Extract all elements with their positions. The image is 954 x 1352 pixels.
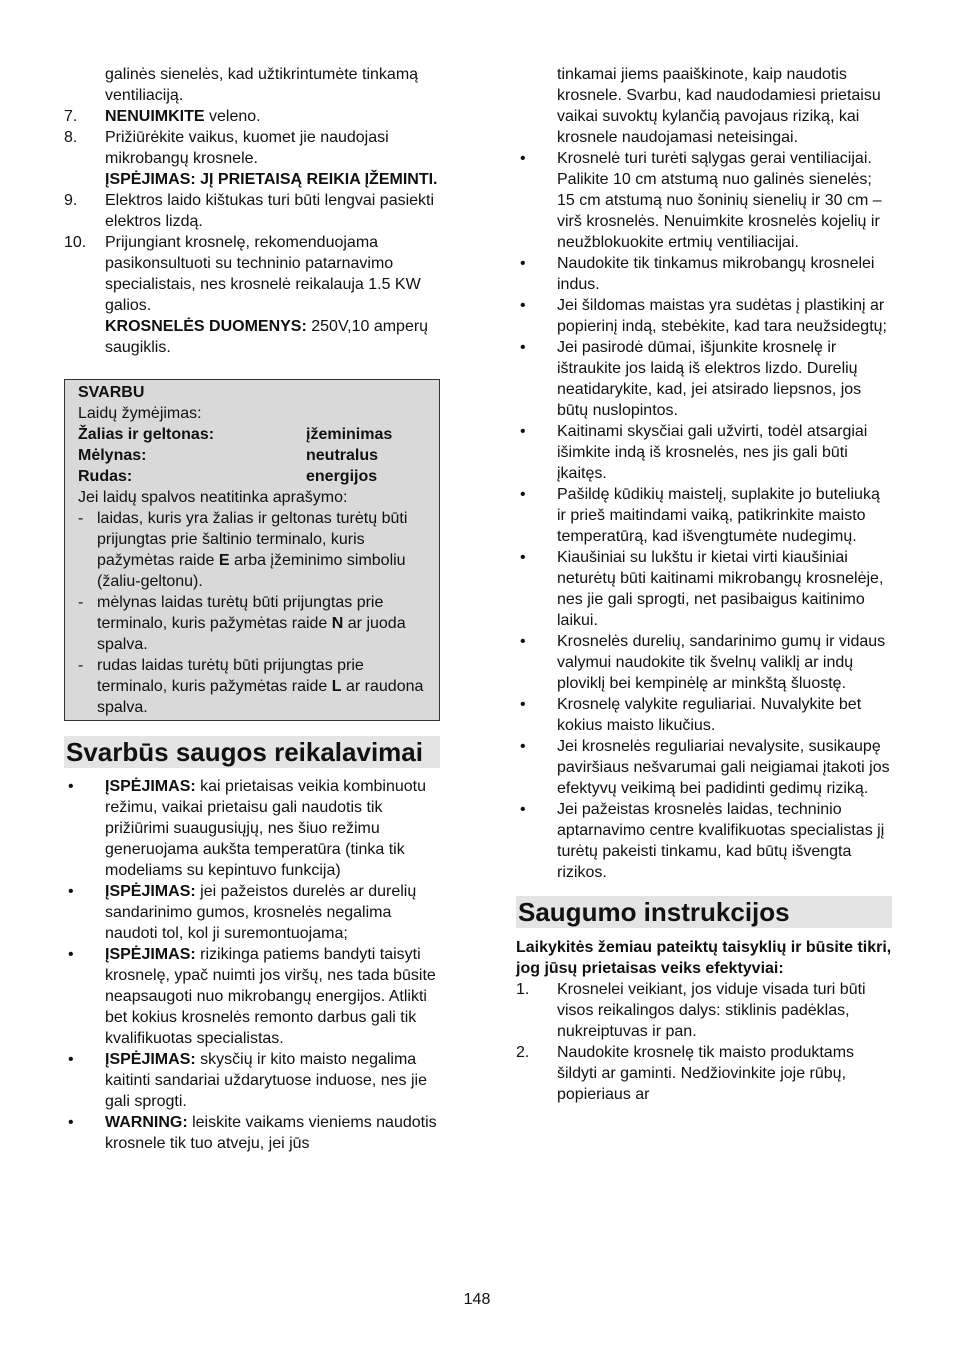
dash-marker: -: [78, 594, 84, 611]
bullet-item: [516, 337, 892, 421]
item-text: Pašildę kūdikių maistelį, suplakite jo buteliuką ir prieš maitindami vaiką, patikrinkite maisto temperatūrą, kad išvengtumėte nudegimų.: [557, 486, 880, 545]
dash-marker: -: [78, 510, 84, 527]
box-note: Jei laidų spalvos neatitinka aprašymo:: [78, 489, 348, 506]
item-text: jei pažeistos durelės ar durelių sandarinimo gumos, krosnelės negalima naudoti tol, kol ji suremontuojama;: [105, 883, 417, 942]
bullet-icon: •: [68, 946, 74, 963]
list-number: 1.: [516, 981, 530, 998]
wire-row: [78, 445, 427, 466]
item-text: Jei pažeistas krosnelės laidas, techninio aptarnavimo centre kvalifikuotas specialistas jį turėtų pakeisti tinkamu, kad būtų išvengta rizikos.: [557, 801, 885, 881]
wire-color: Žalias ir geltonas:: [78, 426, 215, 443]
wire-color: Mėlynas:: [78, 447, 147, 464]
item-text: skysčių ir kito maisto negalima kaitinti sandariai uždarytuose induose, nes jie gali sprogti.: [105, 1051, 427, 1110]
list-item-8: [64, 127, 440, 190]
bold-term: ĮSPĖJIMAS:: [105, 946, 196, 963]
bullet-item: [516, 694, 892, 736]
wire-function: energijos: [306, 468, 378, 485]
bullet-item: [516, 421, 892, 484]
item-text: Krosnelė turi turėti sąlygas gerai ventiliacijai. Palikite 10 cm atstumą nuo galinės sienelės; 15 cm atstumą nuo šoninių sienelių ir 30 cm – virš krosnelės. Nenuimkite krosnelės kojelių ir neužblokuokite ertmių ventiliacijai.: [557, 150, 882, 251]
terminal-letter: N: [331, 615, 344, 632]
list-item-9: [64, 190, 440, 232]
item-text: leiskite vaikams vieniems naudotis krosnele tik tuo atveju, jei jūs: [105, 1114, 437, 1152]
box-subtitle: Laidų žymėjimas:: [78, 405, 202, 422]
bold-term: ĮSPĖJIMAS:: [105, 1051, 196, 1068]
bullet-item: [516, 295, 892, 337]
bullet-icon: •: [520, 801, 526, 818]
bullet-icon: •: [68, 1051, 74, 1068]
page-number: 148: [463, 1291, 491, 1308]
terminal-letter: E: [218, 552, 230, 569]
dash-marker: -: [78, 657, 84, 674]
item-text: Krosnelei veikiant, jos viduje visada turi būti visos reikalingos dalys: stiklinis padėklas, nukreiptuvas ir pan.: [557, 981, 866, 1040]
list-item-2: [516, 1042, 892, 1105]
dash-item: [78, 592, 427, 655]
bullet-item: [516, 799, 892, 883]
bullet-item: [516, 253, 892, 295]
list-number: 2.: [516, 1044, 530, 1061]
bullet-icon: •: [520, 738, 526, 755]
bullet-icon: •: [520, 549, 526, 566]
specs-label: KROSNELĖS DUOMENYS:: [105, 318, 307, 335]
box-title: SVARBU: [78, 384, 145, 401]
bullet-icon: •: [68, 883, 74, 900]
wire-function: įžeminimas: [306, 426, 393, 443]
bold-term: NENUIMKITE: [105, 108, 205, 125]
right-column: [516, 64, 892, 1105]
bold-term: ĮSPĖJIMAS:: [105, 883, 196, 900]
bullet-item: [516, 631, 892, 694]
bullet-icon: •: [520, 423, 526, 440]
left-column: [64, 64, 440, 1154]
bullet-item: [64, 1049, 440, 1112]
list-number: 8.: [64, 129, 78, 146]
continued-text: tinkamai jiems paaiškinote, kaip naudotis krosnele. Svarbu, kad naudodamiesi prietaisu vaikai suvoktų kylančią pavojaus riziką, kai krosnele naudojamasi neteisingai.: [557, 66, 881, 146]
item-text: Naudokite tik tinkamus mikrobangų krosnelei indus.: [557, 255, 875, 293]
item-text: Jei šildomas maistas yra sudėtas į plastikinį ar popierinį indą, stebėkite, kad tara neužsidegtų;: [557, 297, 887, 335]
list-number: 9.: [64, 192, 78, 209]
item-text: Prižiūrėkite vaikus, kuomet jie naudojasi mikrobangų krosnele.: [105, 129, 389, 167]
dash-text: arba įžeminimo simboliu (žaliu-geltonu).: [97, 552, 406, 590]
list-number: 7.: [64, 108, 78, 125]
section-heading: Svarbūs saugos reikalavimai: [64, 736, 440, 768]
dash-text: mėlynas laidas turėtų būti prijungtas prie terminalo, kuris pažymėtas raide: [97, 594, 384, 632]
section-heading: Saugumo instrukcijos: [516, 896, 892, 928]
bullet-icon: •: [520, 486, 526, 503]
item-text: Kaitinami skysčiai gali užvirti, todėl atsargiai išimkite indą iš krosnelės, nes jis gali būti įkaitęs.: [557, 423, 868, 482]
bullet-item: [516, 148, 892, 253]
bullet-item: [64, 881, 440, 944]
bullet-icon: •: [68, 778, 74, 795]
dash-text: laidas, kuris yra žalias ir geltonas turėtų būti prijungtas prie šaltinio terminalo, kuris pažymėtas raide: [97, 510, 408, 569]
list-number: 10.: [64, 234, 87, 251]
dash-text: rudas laidas turėtų būti prijungtas prie terminalo, kuris pažymėtas raide: [97, 657, 364, 695]
bullet-icon: •: [520, 633, 526, 650]
item-text: Naudokite krosnelę tik maisto produktams šildyti ar gaminti. Nedžiovinkite joje rūbų, popieriaus ar: [557, 1044, 855, 1103]
bullet-icon: •: [520, 696, 526, 713]
item-text: Krosnelės durelių, sandarinimo gumų ir vidaus valymui naudokite tik švelnų valiklį ar indų ploviklį bei kempinėlę ar minkštą šluostę.: [557, 633, 886, 692]
list-item-7: [64, 106, 440, 127]
grounding-warning: ĮSPĖJIMAS: JĮ PRIETAISĄ REIKIA ĮŽEMINTI.: [105, 171, 438, 188]
dash-item: [78, 655, 427, 718]
wire-function: neutralus: [306, 447, 379, 464]
bullet-item: [516, 484, 892, 547]
item-text: Krosnelę valykite reguliariai. Nuvalykite bet kokius maisto likučius.: [557, 696, 862, 734]
bullet-icon: •: [520, 150, 526, 167]
item-text: Elektros laido kištukas turi būti lengvai pasiekti elektros lizdą.: [105, 192, 435, 230]
bullet-item: [516, 547, 892, 631]
specs-text: 250V,10 amperų saugiklis.: [105, 318, 429, 356]
list-item-10: [64, 232, 440, 358]
bullet-icon: •: [520, 255, 526, 272]
bullet-item: [64, 1112, 440, 1154]
bullet-icon: •: [520, 339, 526, 356]
bullet-icon: •: [520, 297, 526, 314]
item-text: Jei pasirodė dūmai, išjunkite krosnelę ir ištraukite jos laidą iš elektros lizdo. Durelių neatidarykite, kad, jei atsirado liepsnos, jos būtų nuslopintos.: [557, 339, 862, 419]
bold-term: WARNING:: [105, 1114, 188, 1131]
bullet-item: [64, 944, 440, 1049]
wire-color: Rudas:: [78, 468, 133, 485]
item-text: kai prietaisas veikia kombinuotu režimu, vaikai prietaisu gali naudotis tik prižiūrimi suaugusiųjų, nes šiuo režimu generuojama aukšta temperatūra (tinka tik modeliams su kepintuvo funkcija): [105, 778, 427, 879]
bullet-item: [64, 776, 440, 881]
terminal-letter: L: [331, 678, 342, 695]
bold-term: ĮSPĖJIMAS:: [105, 778, 196, 795]
bullet-item: [516, 736, 892, 799]
section-intro: Laikykitės žemiau pateiktų taisyklių ir būsite tikri, jog jūsų prietaisas veiks efektyviai:: [516, 939, 892, 977]
item-text: Prijungiant krosnelę, rekomenduojama pasikonsultuoti su techninio patarnavimo specialistais, nes krosnelė reikalauja 1.5 KW galios.: [105, 234, 421, 314]
dash-item: [78, 508, 427, 592]
item-text: veleno.: [204, 108, 261, 125]
dash-text: ar juoda spalva.: [97, 615, 406, 653]
list-item-1: [516, 979, 892, 1042]
item-text: Kiaušiniai su lukštu ir kietai virti kiaušiniai neturėtų būti kaitinami mikrobangų krosnelėje, nes jie gali sprogti, net pasibaigus kaitinimo laikui.: [557, 549, 884, 629]
dash-text: ar raudona spalva.: [97, 678, 424, 716]
continued-text: galinės sienelės, kad užtikrintumėte tinkamą ventiliaciją.: [105, 66, 419, 104]
wire-row: [78, 466, 427, 487]
wire-row: [78, 424, 427, 445]
bullet-icon: •: [68, 1114, 74, 1131]
item-text: rizikinga patiems bandyti taisyti krosnelę, ypač nuimti jos viršų, nes tada būsite neapsaugoti nuo mikrobangų energijos. Atlikti bet kokius krosnelės remonto darbus gali tik kvalifikuotas specialistas.: [105, 946, 436, 1047]
important-box: [64, 379, 440, 721]
item-text: Jei krosnelės reguliariai nevalysite, susikaupę paviršiaus nešvarumai gali neigiamai įtakoti jos efektyvų veikimą bei padidinti gedimų riziką.: [557, 738, 890, 797]
